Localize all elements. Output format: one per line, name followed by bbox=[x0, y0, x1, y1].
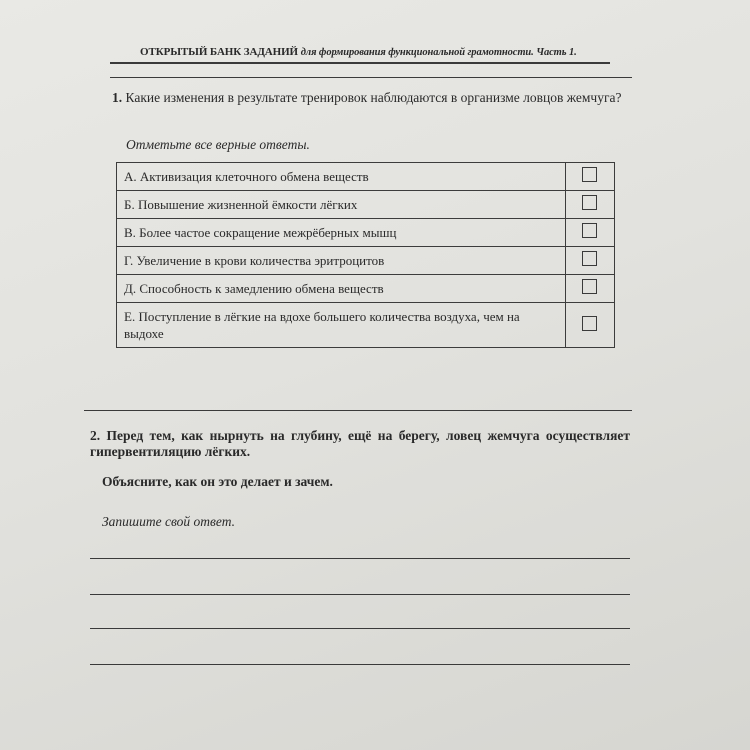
answer-line[interactable] bbox=[90, 594, 630, 595]
question-2-explain: Объясните, как он это делает и зачем. bbox=[102, 474, 333, 489]
option-checkbox-cell bbox=[565, 219, 614, 247]
section-divider-top bbox=[110, 77, 632, 78]
question-1 bbox=[112, 90, 640, 106]
answer-options-table bbox=[116, 162, 615, 348]
answer-line[interactable] bbox=[90, 628, 630, 629]
option-checkbox-cell bbox=[565, 191, 614, 219]
section-divider-middle bbox=[84, 410, 632, 411]
question-2-number: 2. bbox=[90, 428, 101, 443]
option-label: А. Активизация клеточного обмена веществ bbox=[117, 163, 566, 191]
header-subtitle: для формирования функциональной грамотности. Часть 1. bbox=[300, 47, 577, 58]
option-label: Б. Повышение жизненной ёмкости лёгких bbox=[117, 191, 566, 219]
answer-line[interactable] bbox=[90, 664, 630, 665]
option-row bbox=[117, 219, 615, 247]
option-checkbox[interactable] bbox=[582, 167, 597, 182]
option-label: Е. Поступление в лёгкие на вдохе большего количества воздуха, чем на выдохе bbox=[117, 303, 566, 348]
option-row bbox=[117, 275, 615, 303]
question-2-instruction: Запишите свой ответ. bbox=[102, 514, 236, 529]
option-checkbox-cell bbox=[565, 303, 614, 348]
option-checkbox-cell bbox=[565, 275, 614, 303]
option-label: Д. Способность к замедлению обмена веществ bbox=[117, 275, 566, 303]
option-checkbox[interactable] bbox=[582, 223, 597, 238]
option-checkbox-cell bbox=[565, 163, 614, 191]
option-checkbox[interactable] bbox=[582, 316, 597, 331]
question-1-text: Какие изменения в результате тренировок наблюдаются в организме ловцов жемчуга? bbox=[125, 90, 622, 105]
question-1-number: 1. bbox=[112, 90, 123, 105]
option-label: Г. Увеличение в крови количества эритроцитов bbox=[117, 247, 566, 275]
option-checkbox[interactable] bbox=[582, 251, 597, 266]
option-label: В. Более частое сокращение межрёберных мышц bbox=[117, 219, 566, 247]
question-2 bbox=[90, 428, 630, 460]
answer-line[interactable] bbox=[90, 558, 630, 559]
option-row bbox=[117, 303, 615, 348]
option-row bbox=[117, 247, 615, 275]
page-header bbox=[140, 46, 610, 58]
question-1-instruction: Отметьте все верные ответы. bbox=[126, 137, 310, 152]
option-row bbox=[117, 191, 615, 219]
option-checkbox[interactable] bbox=[582, 195, 597, 210]
option-checkbox[interactable] bbox=[582, 279, 597, 294]
option-row bbox=[117, 163, 615, 191]
header-title: ОТКРЫТЫЙ БАНК ЗАДАНИЙ bbox=[140, 46, 299, 58]
option-checkbox-cell bbox=[565, 247, 614, 275]
question-2-text: Перед тем, как нырнуть на глубину, ещё на берегу, ловец жемчуга осуществляет гипервентиляцию лёгких. bbox=[90, 428, 631, 459]
header-underline bbox=[110, 62, 610, 64]
